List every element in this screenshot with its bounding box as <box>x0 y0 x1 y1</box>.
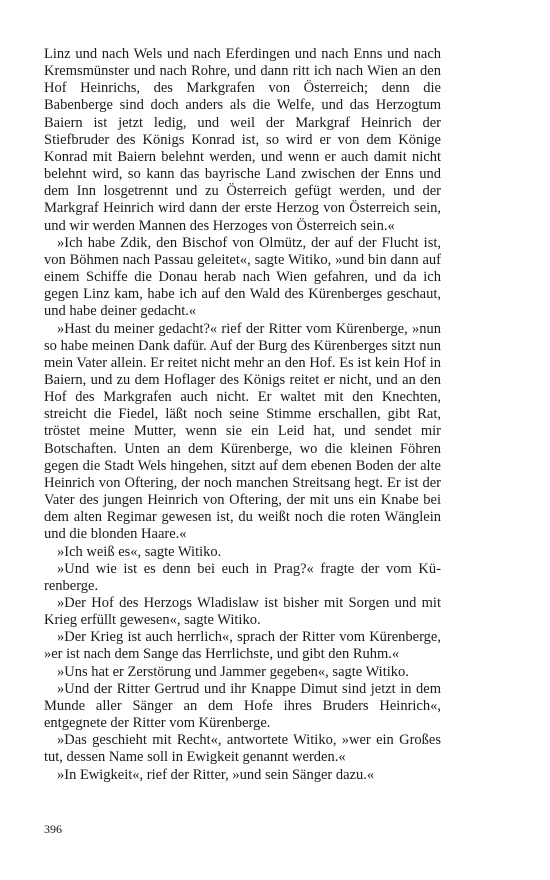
book-page-text <box>44 46 441 784</box>
paragraph-5: »Und wie ist es denn bei euch in Prag?« fragte der vom Kürenberge. <box>44 560 441 594</box>
page-number: 396 <box>44 822 62 836</box>
paragraph-10: »Das geschieht mit Recht«, antwortete Witiko, »wer ein Großes tut, dessen Name soll in Ewigkeit genannt werden.« <box>44 732 441 766</box>
paragraph-2: »Ich habe Zdik, den Bischof von Olmütz, der auf der Flucht ist, von Böhmen nach Passau geleitet«, sagte Witiko, »und bin dann auf einem Schiffe die Donau herab nach Wien gefahren, und da ich gegen Linz kam, habe ich auf den Wald des Kürenberges geschaut, und habe deiner gedacht.« <box>44 234 441 320</box>
paragraph-9: »Und der Ritter Gertrud und ihr Knappe Dimut sind jetzt in dem Munde aller Sänger an dem Hofe ihres Bruders Heinrich«, entgegnete der Ritter vom Kürenberge. <box>44 680 441 732</box>
paragraph-7: »Der Krieg ist auch herrlich«, sprach der Ritter vom Kürenberge, »er ist nach dem Sange das Herrlichste, und gibt den Ruhm.« <box>44 629 441 663</box>
paragraph-11: »In Ewigkeit«, rief der Ritter, »und sein Sänger dazu.« <box>57 766 375 783</box>
paragraph-1: Linz und nach Wels und nach Eferdingen und nach Enns und nach Kremsmünster und nach Rohre, und dann ritt ich nach Wien an den Hof Heinrichs, des Markgrafen von Österreich; denn die Babenberge sind doch anders als die Welfe, und das Herzogtum Baiern ist jetzt ledig, und weil der Markgraf Heinrich der Stiefbruder des Königs Konrad ist, so wird er von dem Könige Konrad mit Baiern belehnt werden, und wenn er auch damit nicht belehnt wird, so kann das bayrische Land zwischen der Enns und dem Inn losgetrennt und zu Österreich gefügt werden, und der Markgraf Heinrich wird dann der erste Herzog von Österreich sein, und wir werden Mannen des Herzoges von Österreich sein.« <box>44 46 441 234</box>
paragraph-6: »Der Hof des Herzogs Wladislaw ist bisher mit Sorgen und mit Krieg erfüllt gewesen«, sagte Witiko. <box>44 595 441 629</box>
paragraph-4: »Ich weiß es«, sagte Witiko. <box>57 543 222 560</box>
paragraph-3: »Hast du meiner gedacht?« rief der Ritter vom Kürenberge, »nun so habe meinen Dank dafür. Auf der Burg des Kürenberges sitzt nun mein Vater allein. Er reitet nicht mehr an den Hof. Es ist kein Hof in Baiern, und zu dem Hoflager des Königs reitet er nicht, und an den Hof des Markgrafen auch nicht. Er waltet mit den Knechten, streicht die Fiedel, läßt noch seine Stimme erschallen, gibt Rat, tröstet meine Mutter, wenn sie ein Leid hat, und sendet mir Botschaften. Unten an dem Kürenberge, wo die kleinen Föhren gegen die Stadt Wels hingehen, sitzt auf dem ebenen Boden der alte Heinrich von Oftering, der noch manchen Streitsang hegt. Er ist der Vater des jungen Heinrich von Oftering, der mit uns ein Knabe bei dem alten Regimar gewesen ist, du weißt noch die roten Wänglein und die blonden Haare.« <box>44 320 441 543</box>
paragraph-8: »Uns hat er Zerstörung und Jammer gegeben«, sagte Witiko. <box>57 663 409 680</box>
